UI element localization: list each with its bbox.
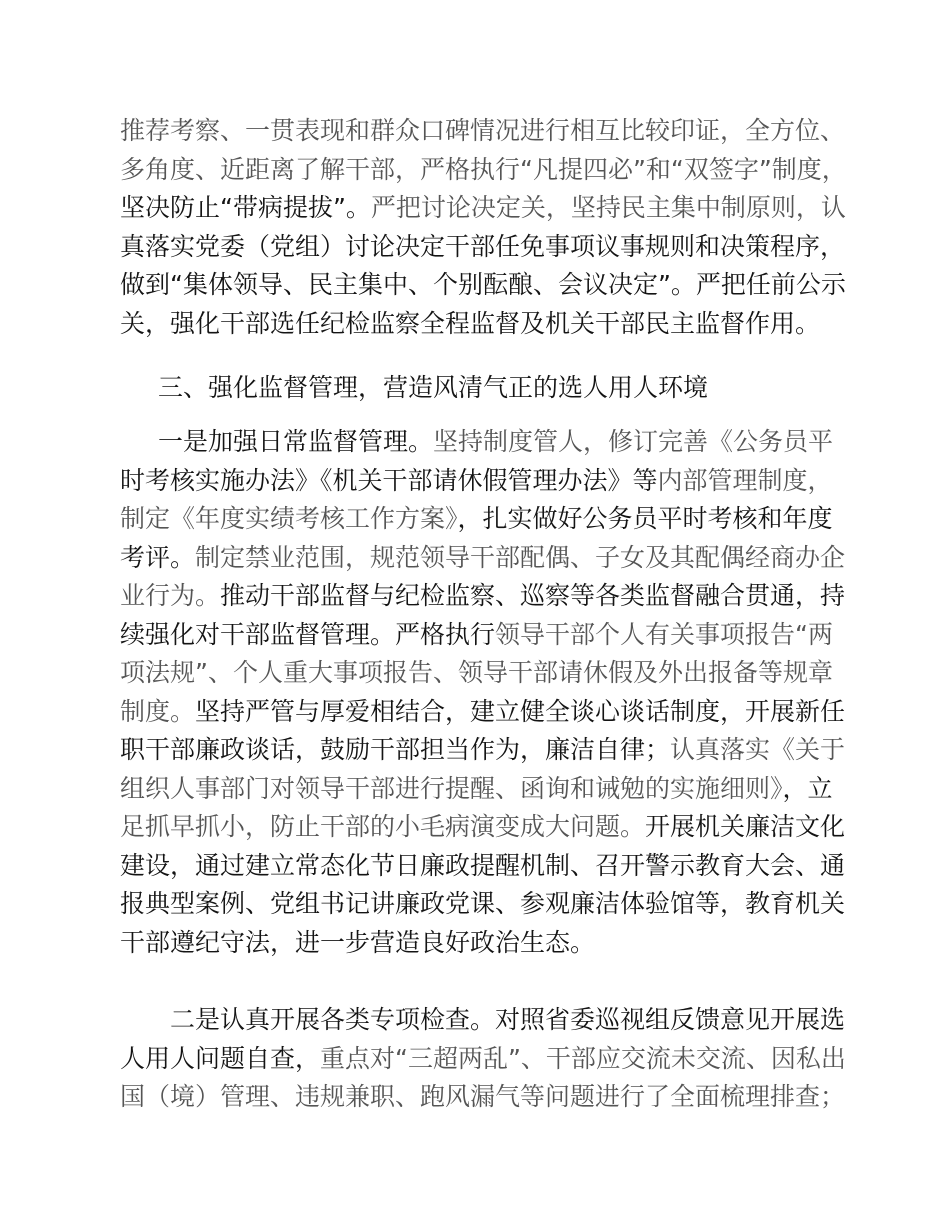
text-line: 报典型案例、党组书记讲廉政党课、参观廉洁体验馆等，教育机关	[120, 889, 846, 918]
text-segment: 组织人事部门对领导干部进行提醒、函询和诫勉的实施细则》	[120, 773, 783, 803]
text-line: 项法规”、个人重大事项报告、领导干部请休假及外出报备等规章	[120, 658, 833, 687]
text-segment: 推动干部监督与纪检监察、巡察等各类监督融合贯通，持	[220, 581, 846, 610]
text-line: 真落实党委（党组）讨论决定干部任免事项议事规则和决策程序，	[120, 231, 846, 261]
text-segment: 坚持制度管人，修订完善《公务员平	[433, 427, 834, 456]
text-line	[120, 731, 850, 770]
text-segment: ，立	[782, 773, 833, 803]
text-line	[120, 539, 850, 578]
text-segment: 人用人问题自查，	[120, 1043, 321, 1073]
text-line: 干部遵纪守法，进一步营造良好政治生态。	[120, 927, 596, 957]
section-heading	[120, 369, 850, 408]
text-line: 关，强化干部选任纪检监察全程监督及机关干部民主监督作用。	[120, 308, 821, 338]
text-segment: 业行为。	[120, 581, 221, 610]
text-segment: ，扎实做好公务员平时考核和年度	[457, 504, 833, 533]
text-segment: 重点对“三超两乱”、干部应交流未交流、因私出	[320, 1043, 846, 1073]
text-segment: 领导干部个人有关事项报告“两	[495, 619, 833, 649]
text-segment: 续强化对干部监督管理。严格执行	[120, 619, 496, 649]
text-line	[120, 808, 850, 847]
text-segment: 足抓早抓小，防止干部的小毛病演变成大问题。	[120, 812, 646, 841]
text-segment: 职干部廉政谈话，鼓励干部担当作为，廉洁自律；	[120, 735, 671, 764]
text-segment: 坚持严管与厚爱相结合，建立健全谈心谈话制度，开展新任	[195, 696, 846, 726]
text-line	[120, 770, 850, 809]
paragraph-special-inspections	[120, 1001, 850, 1117]
text-segment: 坚决防止“带病提拔”。	[120, 193, 371, 222]
paragraph-selection-procedure	[120, 112, 850, 343]
text-line: 做到“集体领导、民主集中、个别酝酿、会议决定”。严把任前公示	[120, 270, 846, 299]
text-segment: 严把讨论决定关，坚持民主集中制原则，认	[370, 193, 846, 222]
text-line	[120, 693, 850, 732]
text-segment: 开展机关廉洁文化	[645, 812, 846, 841]
text-line: 推荐考察、一贯表现和群众口碑情况进行相互比较印证，全方位、	[120, 116, 846, 145]
text-line	[120, 1040, 850, 1079]
text-line	[120, 423, 850, 462]
paragraph-daily-supervision	[120, 423, 850, 962]
heading-text: 三、强化监督管理，营造风清气正的选人用人环境	[158, 373, 709, 402]
text-line: 国（境）管理、违规兼职、跑风漏气等问题进行了全面梳理排查；	[120, 1082, 846, 1111]
text-segment: 时考核实施办法》《机关干部请休假管理办法》等	[120, 465, 658, 495]
text-segment: 考评。	[120, 542, 196, 572]
text-segment: 制定禁业范围，规范领导干部配偶、子女及其配偶经商办企	[195, 542, 846, 572]
text-line	[120, 577, 850, 616]
text-segment: 制定《年度实绩考核工作方案》	[120, 504, 458, 533]
text-line	[120, 189, 850, 228]
text-line	[120, 462, 850, 501]
text-segment: 一是加强日常监督管理。	[158, 427, 434, 456]
text-line: 二是认真开展各类专项检查。对照省委巡视组反馈意见开展选	[170, 1005, 846, 1034]
text-line: 建设，通过建立常态化节日廉政提醒机制、召开警示教育大会、通	[120, 850, 846, 880]
text-segment: 认真落实《关于	[670, 735, 846, 764]
text-segment: 制度。	[120, 696, 196, 726]
text-line	[120, 616, 850, 655]
text-line: 多角度、近距离了解干部，严格执行“凡提四必”和“双签字”制度，	[120, 154, 847, 184]
text-line	[120, 500, 850, 539]
text-segment: 内部管理制度，	[657, 465, 833, 495]
